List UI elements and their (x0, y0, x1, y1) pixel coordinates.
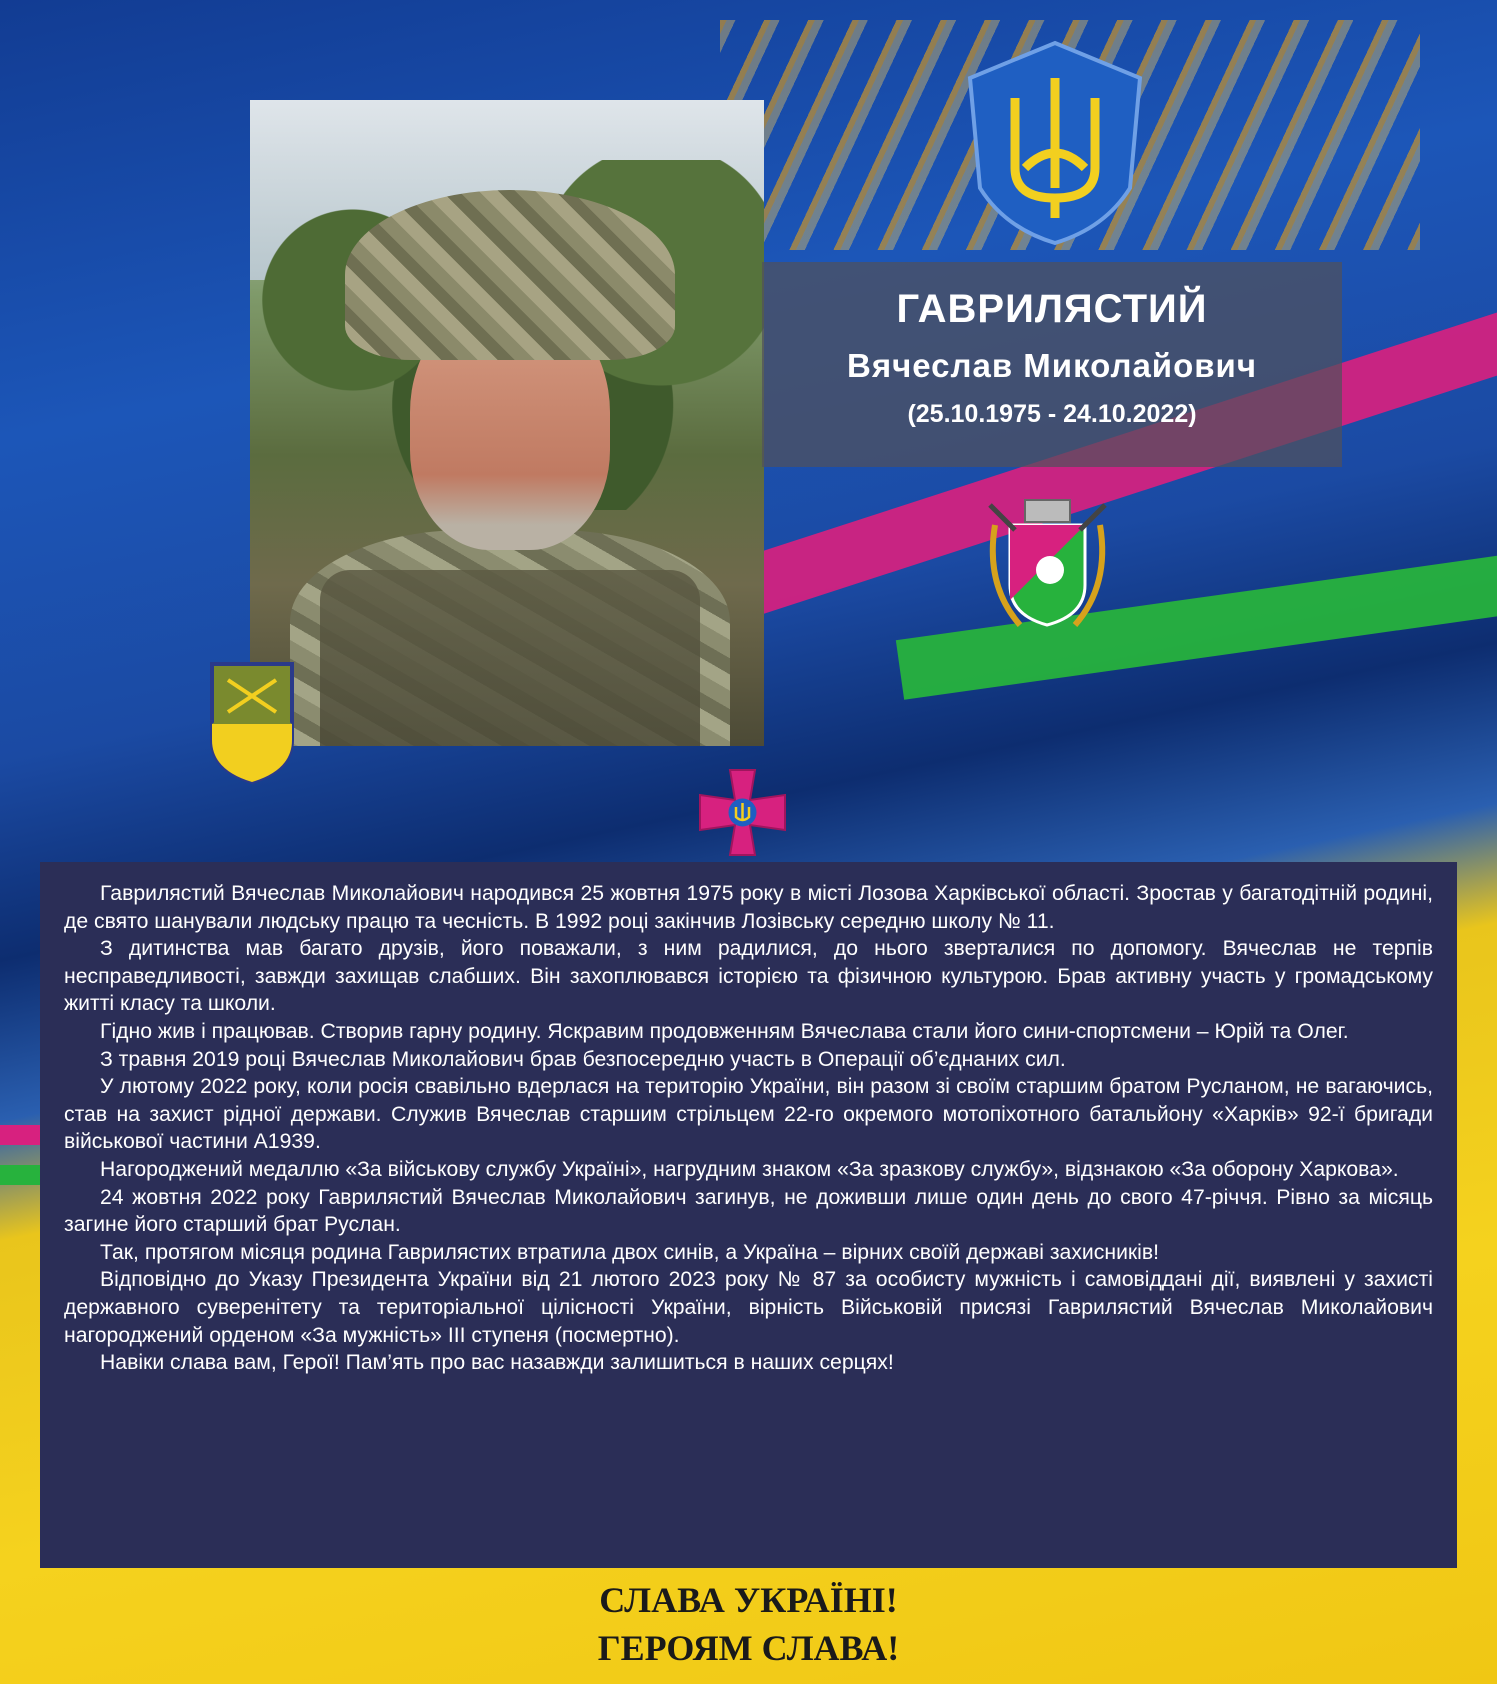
surname: ГАВРИЛЯСТИЙ (896, 287, 1208, 331)
tryzub-shield-icon (955, 38, 1155, 248)
armed-forces-cross-icon (695, 765, 790, 860)
footer-slogan (0, 1576, 1497, 1672)
ribbon-pink-left (0, 1125, 40, 1145)
slogan-line-2: ГЕРОЯМ СЛАВА! (597, 1628, 900, 1668)
bio-paragraph-8: Так, протягом місяця родина Гаврилястих втратила двох синів, а Україна – вірних своїй державі захисників! (100, 1240, 1160, 1264)
city-coat-of-arms-icon (980, 485, 1115, 635)
life-dates: (25.10.1975 - 24.10.2022) (907, 400, 1197, 428)
bio-paragraph-7: 24 жовтня 2022 року Гаврилястий Вячеслав Миколайович загинув, не доживши лише один день до свого 47-річчя. Рівно за місяць загине його старший брат Руслан. (64, 1185, 1433, 1237)
bio-paragraph-5: У лютому 2022 року, коли росія свавільно вдерлася на територію України, він разом зі своїм старшим братом Русланом, не вагаючись, став на захист рідної держави. Служив Вячеслав старшим стрільцем 22-го окремого мотопіхотного батальйону «Харків» 92-ї бригади військової частини А1939. (64, 1075, 1433, 1154)
given-names: Вячеслав Миколайович (847, 347, 1257, 384)
bio-paragraph-1: Гаврилястий Вячеслав Миколайович народився 25 жовтня 1975 року в місті Лозова Харківської області. Зростав у багатодітній родині, де свято шанували людську працю та чесність. В 1992 році закінчив Лозівську середню школу № 11. (64, 882, 1433, 933)
slogan-line-1: СЛАВА УКРАЇНІ! (599, 1580, 898, 1620)
biography-panel (40, 862, 1457, 1568)
ribbon-green-left (0, 1165, 40, 1185)
portrait-photo (250, 100, 764, 746)
bio-paragraph-3: Гідно жив і працював. Створив гарну родину. Яскравим продовженням Вячеслава стали його сини-спортсмени – Юрій та Олег. (100, 1019, 1349, 1043)
bio-paragraph-6: Нагороджений медаллю «За військову службу Україні», нагрудним знаком «За зразкову службу», відзнакою «За оборону Харкова». (100, 1157, 1399, 1181)
bio-paragraph-4: З травня 2019 році Вячеслав Миколайович брав безпосередню участь в Операції об’єднаних сил. (100, 1047, 1066, 1071)
bio-paragraph-2: З дитинства мав багато друзів, його поважали, з ним радилися, до нього зверталися по допомогу. Вячеслав не терпів несправедливості, завжди захищав слабших. Він захоплювався історією та фізичною культурою. Брав активну участь у громадському житті класу та школи. (64, 937, 1433, 1016)
name-panel (762, 262, 1342, 467)
bio-paragraph-10: Навіки слава вам, Герої! Пам’ять про вас назавжди залишиться в наших серцях! (100, 1351, 894, 1375)
infantry-unit-badge-icon (208, 660, 296, 786)
bio-paragraph-9: Відповідно до Указу Президента України від 21 лютого 2023 року № 87 за особисту мужність і самовіддані дії, виявлені у захисті державного суверенітету та територіальної цілісності України, вірність Військовій присязі Гаврилястий Вячеслав Миколайович нагороджений орденом «За мужність» ІІІ ступеня (посмертно). (64, 1268, 1433, 1347)
